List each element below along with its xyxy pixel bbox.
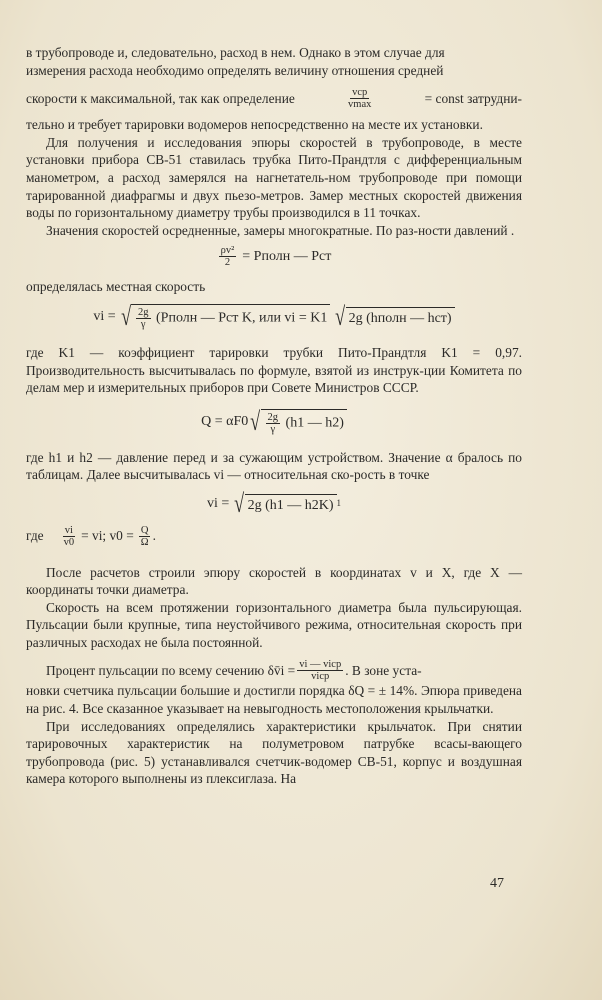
page-text: [26, 44, 522, 788]
formula-1-numerator: ρv²: [220, 245, 235, 257]
radical-sign-icon: √: [250, 406, 261, 436]
paragraph-10-tail: . В зоне уста-: [345, 663, 422, 679]
formula-4-lhs: vi =: [206, 496, 230, 512]
paragraph-7-fraction-2: [139, 525, 151, 548]
paragraph-4: определялась местная скорость: [26, 279, 206, 295]
formula-2-denominator: γ: [140, 318, 146, 330]
paragraph-1-line-1: в трубопроводе и, следовательно, расход в нем. Однако в этом случае для: [26, 45, 445, 60]
paragraph-7-fraction-2-denominator: Ω: [140, 536, 149, 548]
radical-sign-icon: √: [120, 301, 131, 331]
radical-sign-icon: √: [234, 489, 245, 519]
paragraph-1-line-2: измерения расхода необходимо определять величину отношения средней: [26, 62, 444, 78]
formula-4-subscript: 1: [336, 498, 341, 509]
formula-2-middle: (Pполн — Pст K, или vi = K1: [156, 310, 328, 326]
paragraph-1-line-4: тельно и требует тарировки водомеров непосредственно на месте их установки.: [26, 117, 483, 133]
formula-local-velocity: [26, 301, 522, 331]
paragraph-12: При исследованиях определялись характеристики крыльчаток. При снятии тарировочных характеристик на полуметровом патрубке всасы-вающего трубопровода (рис. 5) устанавливался счетчик-водомер СВ-51, корпус и воздушная камера которого выполнены из плексиглаза. На: [26, 718, 522, 787]
formula-2-root-1: [119, 301, 331, 331]
pulsation-numerator: vi — vicp: [299, 659, 342, 671]
formula-1-denominator: 2: [224, 257, 231, 269]
paragraph-1-line-3-tail: = const затрудни-: [424, 90, 522, 106]
formula-1-fraction: [219, 245, 237, 268]
pulsation-denominator: vicp: [311, 671, 330, 683]
formula-1-rhs: = Pполн — Pст: [242, 249, 332, 265]
paragraph-9: Скорость на всем протяжении горизонтального диаметра была пульсирующая. Пульсации были крупные, типа неустойчивого режима, относительная скорость при различных расходах не была постоянной.: [26, 599, 522, 650]
paragraph-7-fraction-1-numerator: vi: [64, 524, 73, 536]
velocity-ratio-numerator: vср: [352, 87, 368, 99]
formula-2-lhs: vi =: [93, 309, 116, 325]
formula-3-fraction: [266, 412, 281, 435]
paragraph-2: Для получения и исследования эпюры скоростей в трубопроводе, в месте установки прибора СВ-51 ставилась трубка Пито-Прандтля с дифференциальным манометром, а расход замерялся на нагнетатель-ном трубопроводе при помощи тарированной диафрагмы и двух пьезо-метров. Замер местных скоростей движения воды по горизонтальному диаметру трубы производился в 11 точках.: [26, 134, 522, 221]
formula-dynamic-pressure: [26, 245, 522, 268]
paragraph-8: После расчетов строили эпюру скоростей в координатах v и X, где X — координаты точки диаметра.: [26, 564, 522, 598]
paragraph-3: Значения скоростей осредненные, замеры многократные. По раз-ности давлений .: [46, 222, 515, 238]
pulsation-fraction: [297, 659, 343, 682]
paragraph-7-fraction-1: [62, 525, 77, 548]
formula-3-numerator: 2g: [267, 411, 279, 423]
paragraph-7-middle: = vi; v0 =: [81, 528, 134, 544]
formula-4-radicand: 2g (h1 — h2K): [245, 494, 337, 515]
formula-relative-velocity: [26, 489, 522, 519]
paragraph-1-line-3-text: скорости к максимальной, так как определение: [26, 90, 295, 106]
formula-3-lhs: Q = αF0: [201, 413, 249, 429]
page-number: 47: [490, 876, 504, 891]
formula-3-root: [248, 406, 347, 436]
paragraph-1-line-3: [26, 87, 522, 110]
paragraph-10: [26, 659, 522, 682]
formula-2-numerator: 2g: [138, 306, 149, 318]
velocity-ratio-denominator: vmax: [348, 99, 372, 111]
formula-2-tail: 2g (hполн — hст): [346, 307, 455, 328]
paragraph-10-text: Процент пульсации по всему сечению δv̄i =: [46, 663, 296, 679]
paragraph-11: новки счетчика пульсации большие и достигли порядка δQ = ± 14%. Эпюра приведена на рис. 4. Все сказанное указывает на невыгодность местоположения крыльчатки.: [26, 683, 522, 717]
paragraph-7-where: где: [26, 528, 44, 544]
paragraph-6: где h1 и h2 — давление перед и за сужающим устройством. Значение α бралось по таблицам. Далее высчитывалась vi — относительная ско-рость в точке: [26, 449, 522, 483]
paragraph-5: где K1 — коэффициент тарировки трубки Пито-Прандтля K1 = 0,97. Производительность высчитывалась по формуле, взятой из инструк-ции Комитета по делам мер и измерительных приборов при Совете Министров СССР.: [26, 344, 522, 396]
formula-flow-rate: [26, 406, 522, 436]
formula-4-root: [232, 489, 336, 519]
radical-sign-icon: √: [335, 301, 346, 331]
paragraph-7-fraction-1-denominator: v0: [63, 536, 75, 548]
formula-3-denominator: γ: [270, 423, 276, 435]
velocity-ratio-fraction: [346, 87, 373, 110]
formula-3-rhs: (h1 — h2): [285, 415, 344, 431]
formula-2-fraction: [136, 307, 151, 330]
formula-2-root-2: [333, 301, 454, 331]
paragraph-7: где $\frac{vi}{v0}$ = vi; v0 = $\frac{Q}{\Omega}$ .: [26, 524, 156, 548]
paragraph-7-fraction-2-numerator: Q: [140, 524, 149, 536]
